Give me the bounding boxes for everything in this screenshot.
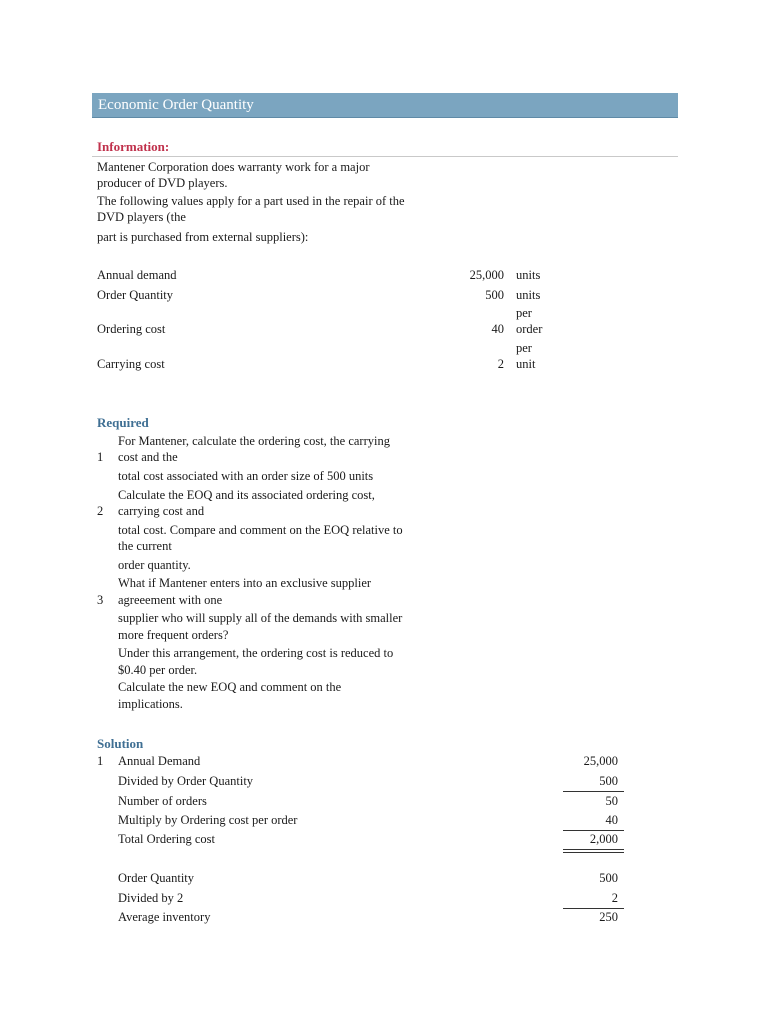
info-item-unit: unit <box>516 357 536 371</box>
required-line: carrying cost and <box>118 504 205 518</box>
solution-row-value: 40 <box>605 813 618 827</box>
solution-heading: Solution <box>97 736 144 751</box>
required-line: cost and the <box>118 450 178 464</box>
solution-row-value: 250 <box>599 910 618 924</box>
info-item-unit: order <box>516 322 543 336</box>
info-item-value: 500 <box>485 288 504 302</box>
divider <box>92 156 678 157</box>
info-line: DVD players (the <box>97 210 186 224</box>
info-line: The following values apply for a part used in the repair of the <box>97 194 405 208</box>
required-heading: Required <box>97 415 149 430</box>
info-item-label: Ordering cost <box>97 322 166 336</box>
info-line: producer of DVD players. <box>97 176 228 190</box>
solution-row-label: Multiply by Ordering cost per order <box>118 813 298 827</box>
required-number: 2 <box>97 504 104 518</box>
required-line: What if Mantener enters into an exclusive supplier <box>118 576 372 590</box>
required-line: Under this arrangement, the ordering cost is reduced to <box>118 646 394 660</box>
required-line: the current <box>118 539 172 553</box>
solution-row-label: Average inventory <box>118 910 211 924</box>
double-underline-bottom <box>563 852 624 853</box>
solution-row-value: 25,000 <box>583 754 618 768</box>
info-item-unit: per <box>516 306 532 320</box>
info-line: part is purchased from external suppliers): <box>97 230 309 244</box>
underline <box>563 791 624 792</box>
solution-row-value: 2,000 <box>589 832 618 846</box>
solution-number: 1 <box>97 754 104 768</box>
double-underline-top <box>563 849 624 850</box>
info-item-value: 40 <box>491 322 504 336</box>
solution-row-value: 2 <box>611 891 618 905</box>
information-heading: Information: <box>97 139 170 154</box>
solution-row-label: Number of orders <box>118 794 207 808</box>
info-item-label: Order Quantity <box>97 288 174 302</box>
required-line: total cost associated with an order size of 500 units <box>118 469 374 483</box>
required-line: implications. <box>118 697 183 711</box>
required-line: order quantity. <box>118 558 191 572</box>
info-item-value: 25,000 <box>469 268 504 282</box>
sheet-title: Economic Order Quantity <box>98 97 254 113</box>
info-item-unit: units <box>516 268 541 282</box>
info-item-label: Annual demand <box>97 268 177 282</box>
required-line: Calculate the EOQ and its associated ordering cost, <box>118 488 375 502</box>
info-line: Mantener Corporation does warranty work for a major <box>97 160 370 174</box>
solution-row-label: Annual Demand <box>118 754 201 768</box>
solution-row-value: 500 <box>599 871 618 885</box>
required-line: supplier who will supply all of the demands with smaller <box>118 611 403 625</box>
required-line: $0.40 per order. <box>118 663 198 677</box>
required-line: more frequent orders? <box>118 628 229 642</box>
solution-row-label: Divided by 2 <box>118 891 184 905</box>
solution-row-value: 500 <box>599 774 618 788</box>
info-item-label: Carrying cost <box>97 357 165 371</box>
info-item-unit: units <box>516 288 541 302</box>
required-number: 1 <box>97 450 104 464</box>
sheet-title-bar <box>92 93 678 118</box>
info-item-unit: per <box>516 341 532 355</box>
solution-row-label: Total Ordering cost <box>118 832 216 846</box>
required-line: Calculate the new EOQ and comment on the <box>118 680 342 694</box>
required-number: 3 <box>97 593 104 607</box>
solution-row-label: Divided by Order Quantity <box>118 774 254 788</box>
info-item-value: 2 <box>497 357 504 371</box>
required-line: total cost. Compare and comment on the EOQ relative to <box>118 523 403 537</box>
solution-row-value: 50 <box>605 794 618 808</box>
required-line: agreeement with one <box>118 593 223 607</box>
required-line: For Mantener, calculate the ordering cost, the carrying <box>118 434 390 448</box>
solution-row-label: Order Quantity <box>118 871 195 885</box>
